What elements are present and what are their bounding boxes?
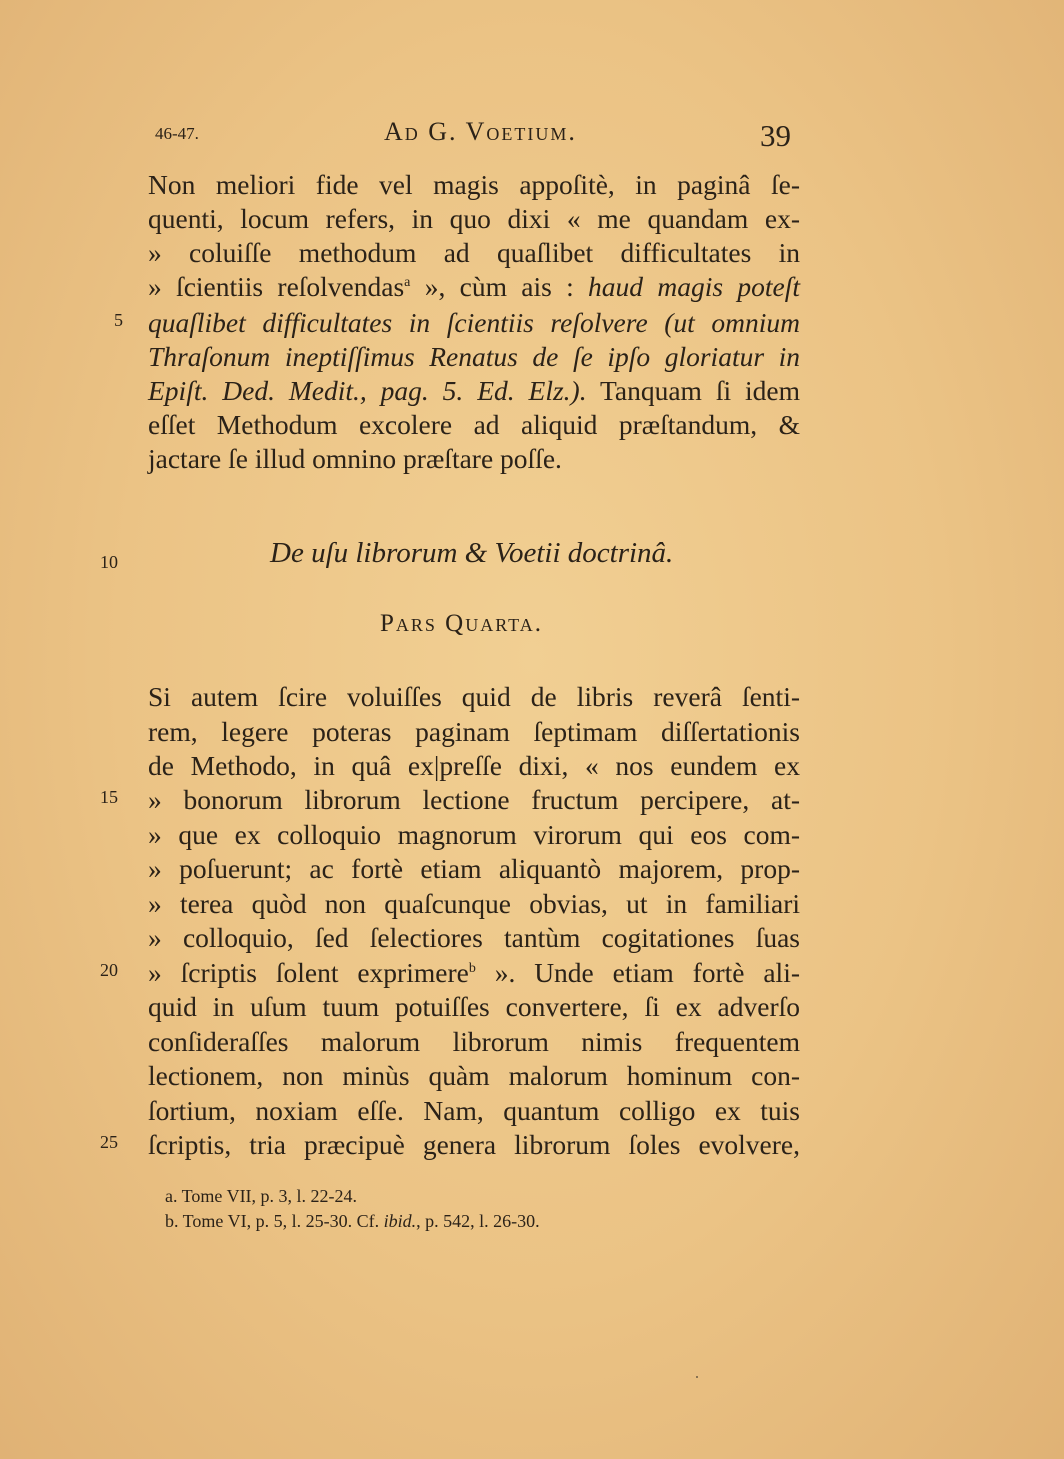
footnote-b <box>165 1211 540 1232</box>
text-segment: », cùm ais : <box>410 271 589 302</box>
italic-segment: Epiſt. Ded. Medit., pag. 5. Ed. Elz.). <box>148 375 587 406</box>
footnote-italic: ibid. <box>383 1211 417 1231</box>
text-line: ſcriptis, tria præcipuè genera librorum ſoles evolvere, <box>148 1129 800 1160</box>
running-header-title: Ad G. Voetium. <box>384 117 577 146</box>
text-segment: » ſcriptis ſolent exprimere <box>148 957 469 988</box>
text-line: jactare ſe illud omnino præſtare poſſe. <box>148 443 562 474</box>
text-segment: Tanquam ſi idem <box>586 375 800 406</box>
text-line: » bonorum librorum lectione fructum percipere, at- <box>148 784 800 815</box>
footnote-text: b. Tome VI, p. 5, l. 25-30. Cf. <box>165 1211 384 1231</box>
footnote-text: , p. 542, l. 26-30. <box>416 1211 540 1231</box>
text-line: » terea quòd non quaſcunque obvias, ut in familiari <box>148 888 800 919</box>
text-line: » que ex colloquio magnorum virorum qui eos com- <box>148 819 800 850</box>
part-heading: Pars Quarta. <box>380 610 543 637</box>
line-number: 5 <box>114 310 123 330</box>
text-line <box>148 374 800 408</box>
text-line: » poſuerunt; ac fortè etiam aliquantò majorem, prop- <box>148 853 800 884</box>
text-line <box>148 270 800 304</box>
text-segment: ». Unde etiam fortè ali- <box>475 957 800 988</box>
line-number: 25 <box>100 1132 118 1152</box>
text-line: lectionem, non minùs quàm malorum hominum con- <box>148 1060 800 1091</box>
line-number: 20 <box>100 960 118 980</box>
section-title: De uſu librorum & Voetii doctrinâ. <box>270 537 674 569</box>
page-number: 39 <box>760 118 791 153</box>
italic-segment: haud magis poteſt <box>588 271 800 302</box>
text-line: Thraſonum ineptiſſimus Renatus de ſe ipſo gloriatur in <box>148 341 800 372</box>
text-line: Si autem ſcire voluiſſes quid de libris reverâ ſenti- <box>148 681 800 712</box>
text-line: rem, legere poteras paginam ſeptimam diſſertationis <box>148 716 800 747</box>
text-line: ſortium, noxiam eſſe. Nam, quantum colligo ex tuis <box>148 1095 800 1126</box>
text-line: de Methodo, in quâ ex|preſſe dixi, « nos eundem ex <box>148 750 800 781</box>
text-line <box>148 956 800 990</box>
text-line: Non meliori fide vel magis appoſitè, in paginâ ſe- <box>148 169 800 200</box>
text-line: conſideraſſes malorum librorum nimis frequentem <box>148 1026 800 1057</box>
text-line: quenti, locum refers, in quo dixi « me quandam ex- <box>148 203 800 234</box>
footnote-a: a. Tome VII, p. 3, l. 22-24. <box>165 1186 358 1206</box>
footnote-marker: b <box>468 960 476 976</box>
text-line: » colloquio, ſed ſelectiores tantùm cogitationes ſuas <box>148 922 800 953</box>
text-line: quaſlibet difficultates in ſcientiis reſolvere (ut omnium <box>148 307 800 338</box>
text-line: » coluiſſe methodum ad quaſlibet difficultates in <box>148 237 800 268</box>
line-number: 15 <box>100 787 118 807</box>
text-line: eſſet Methodum excolere ad aliquid præſtandum, & <box>148 409 800 440</box>
text-line: quid in uſum tuum potuiſſes convertere, ſi ex adverſo <box>148 991 800 1022</box>
line-number: 10 <box>100 552 118 572</box>
running-header-years: 46-47. <box>155 124 199 143</box>
text-segment: » ſcientiis reſolvendas <box>148 271 405 302</box>
paper-speck <box>696 1376 698 1378</box>
footnote-marker: a <box>404 274 411 290</box>
